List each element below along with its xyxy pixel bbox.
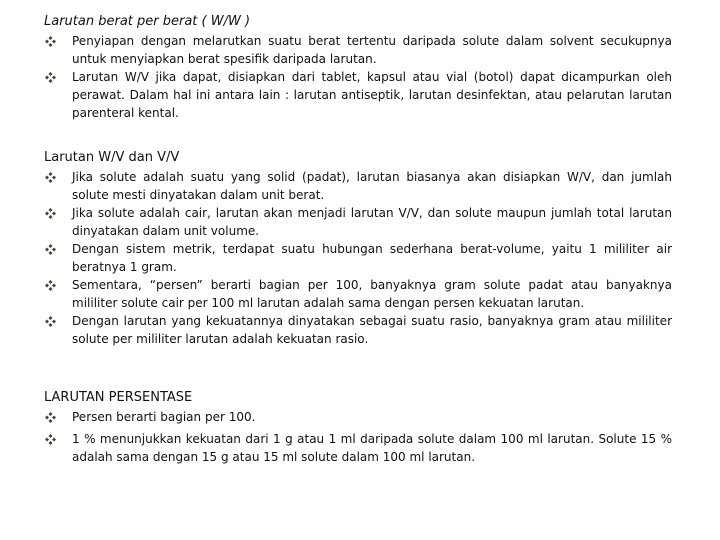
list-item-text: Larutan W/V jika dapat, disiapkan dari tablet, kapsul atau vial (botol) dapat dicampurkan oleh perawat. Dalam hal ini antara lain : larutan antiseptik, larutan desinfektan, atau pelarutan larutan parenteral kental. — [72, 70, 672, 120]
diamond-bullet-icon — [44, 408, 58, 426]
list-item-text: Jika solute adalah cair, larutan akan menjadi larutan V/V, dan solute maupun jumlah total larutan dinyatakan dalam unit volume. — [72, 206, 672, 238]
section-wv-vv — [44, 148, 672, 348]
bullet-list — [44, 32, 672, 122]
section-heading: Larutan berat per berat ( W/W ) — [44, 14, 251, 29]
diamond-bullet-icon — [44, 68, 58, 86]
list-item-text: Penyiapan dengan melarutkan suatu berat tertentu daripada solute dalam solvent secukupnya untuk menyiapkan berat spesifik daripada larutan. — [72, 34, 672, 66]
section-ww — [44, 12, 672, 122]
list-item — [44, 312, 672, 348]
section-heading: Larutan W/V dan V/V — [44, 150, 180, 165]
list-item — [44, 430, 672, 466]
diamond-bullet-icon — [44, 204, 58, 222]
list-item — [44, 68, 672, 122]
list-item — [44, 204, 672, 240]
list-item-text: Sementara, “persen” berarti bagian per 100, banyaknya gram solute padat atau banyaknya mililiter solute cair per 100 ml larutan adalah sama dengan persen kekuatan larutan. — [72, 278, 672, 310]
diamond-bullet-icon — [44, 32, 58, 50]
list-item — [44, 408, 672, 426]
section-heading: LARUTAN PERSENTASE — [44, 390, 193, 405]
bullet-list — [44, 168, 672, 348]
diamond-bullet-icon — [44, 312, 58, 330]
list-item-text: Dengan larutan yang kekuatannya dinyatakan sebagai suatu rasio, banyaknya gram atau mililiter solute per mililiter larutan adalah kekuatan rasio. — [72, 314, 672, 346]
list-item-text: 1 % menunjukkan kekuatan dari 1 g atau 1 ml daripada solute dalam 100 ml larutan. Solute 15 % adalah sama dengan 15 g atau 15 ml solute dalam 100 ml larutan. — [72, 432, 672, 464]
list-item — [44, 168, 672, 204]
diamond-bullet-icon — [44, 240, 58, 258]
diamond-bullet-icon — [44, 430, 58, 448]
bullet-list — [44, 408, 672, 466]
list-item — [44, 276, 672, 312]
list-item-text: Dengan sistem metrik, terdapat suatu hubungan sederhana berat-volume, yaitu 1 mililiter air beratnya 1 gram. — [72, 242, 672, 274]
diamond-bullet-icon — [44, 168, 58, 186]
list-item-text: Jika solute adalah suatu yang solid (padat), larutan biasanya akan disiapkan W/V, dan jumlah solute mesti dinyatakan dalam unit berat. — [72, 170, 672, 202]
list-item — [44, 240, 672, 276]
list-item-text: Persen berarti bagian per 100. — [72, 410, 256, 424]
list-item — [44, 32, 672, 68]
diamond-bullet-icon — [44, 276, 58, 294]
section-persentase — [44, 388, 672, 466]
